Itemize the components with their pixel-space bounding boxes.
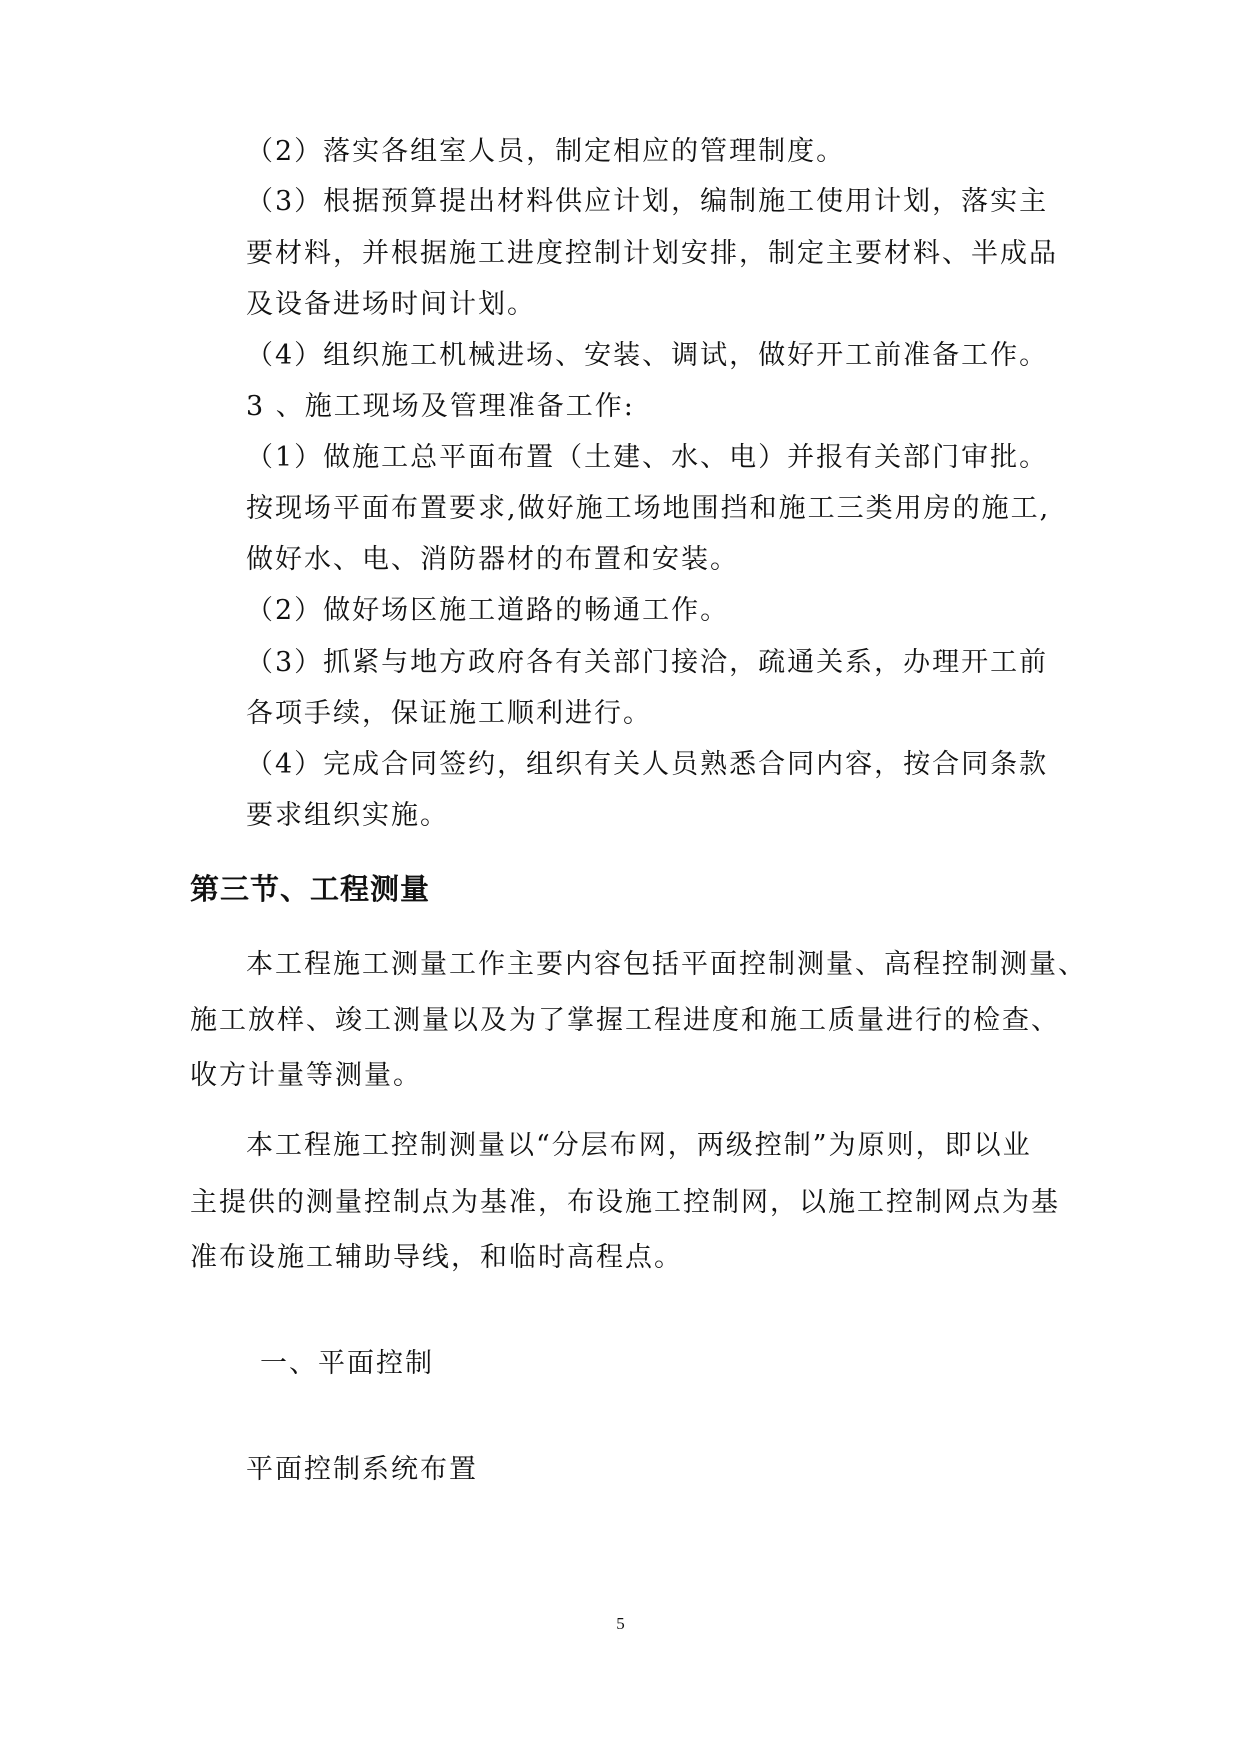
text-line: （3）根据预算提出材料供应计划，编制施工使用计划，落实主: [246, 186, 1049, 217]
text-line: 3 、施工现场及管理准备工作:: [246, 391, 635, 422]
text-line: （2）做好场区施工道路的畅通工作。: [246, 595, 730, 626]
subsubheading: 平面控制系统布置: [246, 1454, 478, 1485]
text-line: （4）完成合同签约，组织有关人员熟悉合同内容，按合同条款: [246, 749, 1049, 780]
text-line: 做好水、电、消防器材的布置和安装。: [246, 544, 739, 575]
text-line: 及设备进场时间计划。: [246, 289, 536, 320]
text-line: 按现场平面布置要求,做好施工场地围挡和施工三类用房的施工,: [246, 493, 1051, 524]
text-line: （1）做施工总平面布置（土建、水、电）并报有关部门审批。: [246, 442, 1049, 473]
text-line: 要求组织实施。: [246, 800, 449, 831]
paragraph-line: 本工程施工控制测量以“分层布网，两级控制”为原则，即以业: [246, 1130, 1032, 1161]
paragraph-line: 施工放样、竣工测量以及为了掌握工程进度和施工质量进行的检查、: [190, 1005, 1060, 1036]
text-line: 各项手续，保证施工顺利进行。: [246, 698, 652, 729]
paragraph-line: 准布设施工辅助导线，和临时高程点。: [190, 1242, 683, 1273]
page-number: 5: [616, 1614, 625, 1633]
subheading: 一、平面控制: [260, 1348, 434, 1379]
text-line: 要材料，并根据施工进度控制计划安排，制定主要材料、半成品: [246, 238, 1058, 269]
section-heading: 第三节、工程测量: [190, 872, 431, 906]
paragraph-line: 收方计量等测量。: [190, 1060, 422, 1091]
paragraph-line: 主提供的测量控制点为基准，布设施工控制网，以施工控制网点为基: [190, 1187, 1060, 1218]
paragraph-line: 本工程施工测量工作主要内容包括平面控制测量、高程控制测量、: [246, 949, 1087, 980]
text-line: （2）落实各组室人员，制定相应的管理制度。: [246, 136, 846, 167]
text-line: （4）组织施工机械进场、安装、调试，做好开工前准备工作。: [246, 340, 1049, 371]
text-line: （3）抓紧与地方政府各有关部门接洽，疏通关系，办理开工前: [246, 647, 1049, 678]
